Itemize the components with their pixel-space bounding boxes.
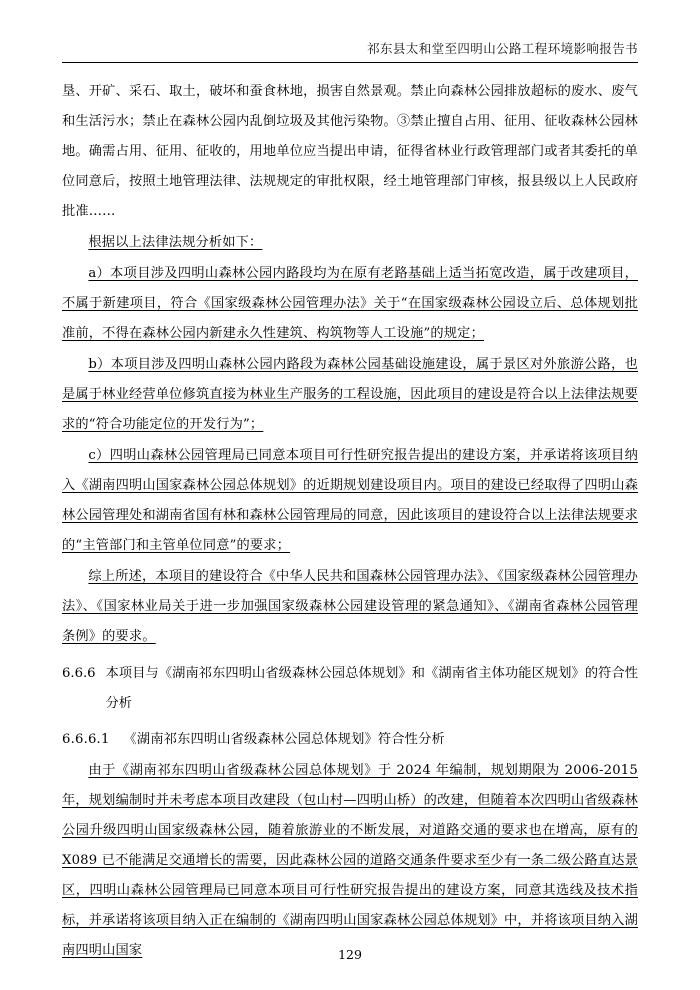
paragraph-summary: 综上所述，本项目的建设符合《中华人民共和国森林公园管理办法》、《国家级森林公园管理办法》、《国家林业局关于进一步加强国家级森林公园建设管理的紧急通知》、《湖南省森林公园管理条例》的要求。 [62,569,638,644]
subsection-number: 6.6.6.1 [62,732,110,747]
paragraph-item-c: c）四明山森林公园管理局已同意本项目可行性研究报告提出的建设方案，并承诺将该项目纳入《湖南四明山国家森林公园总体规划》的近期规划建设项目内。项目的建设已经取得了四明山森林公园管理处和湖南省国有林和森林公园管理局的同意，因此该项目的建设符合以上法律法规要求的“主管部门和主管单位同意”的要求； [62,448,638,553]
section-title: 本项目与《湖南祁东四明山省级森林公园总体规划》和《湖南省主体功能区规划》的符合性分析 [105,666,638,711]
paragraph-analysis-lead: 根据以上法律法规分析如下： [88,235,263,250]
section-heading [62,659,638,719]
document-body [62,77,638,966]
page-footer [0,947,700,962]
paragraph-intro-continued: 垦、开矿、采石、取土，破坏和蚕食林地，损害自然景观。禁止向森林公园排放超标的废水、废气和生活污水；禁止在森林公园内乱倒垃圾及其他污染物。③禁止擅自占用、征用、征收森林公园林地。确需占用、征用、征收的，用地单位应当提出申请，征得省林业行政管理部门或者其委托的单位同意后，按照土地管理法律、法规规定的审批权限，经土地管理部门审核，报县级以上人民政府批准…… [62,84,638,219]
paragraph-item-a: a）本项目涉及四明山森林公园内路段均为在原有老路基础上适当拓宽改造，属于改建项目，不属于新建项目，符合《国家级森林公园管理办法》关于“在国家级森林公园设立后、总体规划批准前，不得在森林公园内新建永久性建筑、构筑物等人工设施”的规定； [62,266,638,341]
subsection-title: 《湖南祁东四明山省级森林公园总体规划》符合性分析 [123,732,445,747]
header-divider [62,62,638,63]
subsection-heading [62,725,638,755]
section-number: 6.6.6 [62,666,96,681]
page-number: 129 [338,947,362,962]
paragraph-subsection-body: 由于《湖南祁东四明山省级森林公园总体规划》于 2024 年编制，规划期限为 2006-2015 年，规划编制时并未考虑本项目改建段（包山村—四明山桥）的改建，但随着本次四明山省级森林公园升级四明山国家级森林公园，随着旅游业的不断发展，对道路交通的要求也在增高，原有的 X089 已不能满足交通增长的需要，因此森林公园的道路交通条件要求至少有一条二级公路直达景区，四明山森林公园管理局已同意本项目可行性研究报告提出的建设方案，同意其选线及技术指标，并承诺将该项目纳入正在编制的《湖南四明山国家森林公园总体规划》中，并将该项目纳入湖南四明山国家 [62,763,638,958]
running-header: 祁东县太和堂至四明山公路工程环境影响报告书 [367,41,638,56]
paragraph-item-b: b）本项目涉及四明山森林公园内路段为森林公园基础设施建设，属于景区对外旅游公路，也是属于林业经营单位修筑直接为林业生产服务的工程设施，因此项目的建设是符合以上法律法规要求的“符合功能定位的开发行为”； [62,357,638,432]
